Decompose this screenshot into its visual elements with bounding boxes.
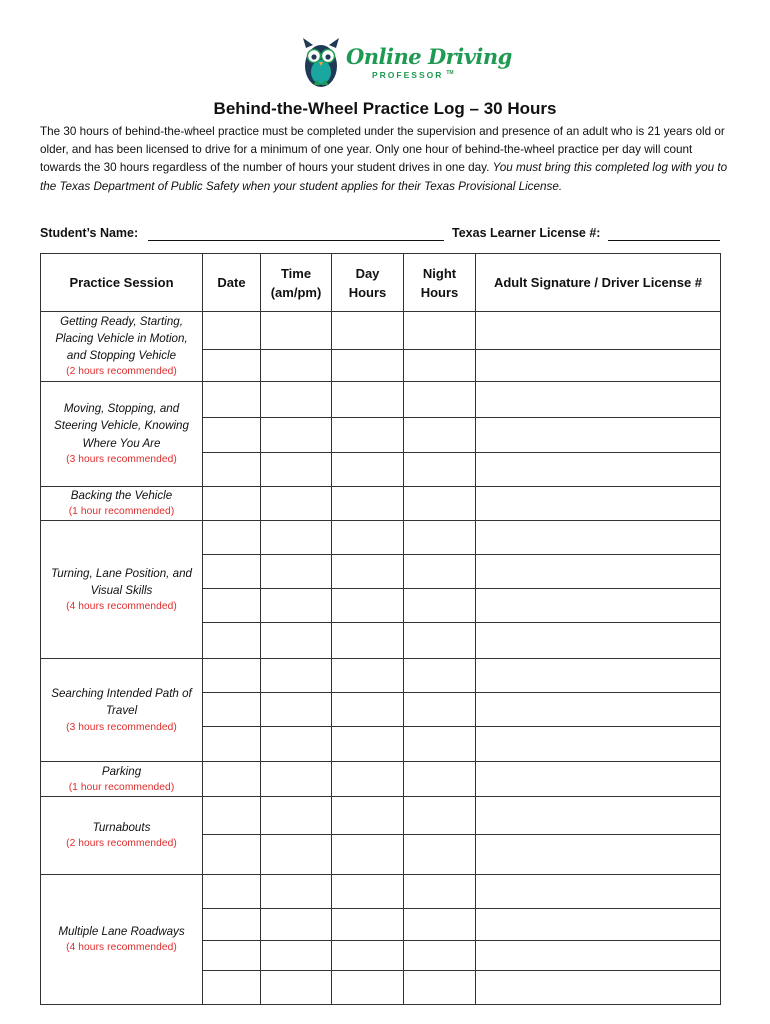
date-cell[interactable] (203, 418, 261, 453)
session-recommendation: (2 hours recommended) (66, 366, 177, 378)
learner-license-line[interactable] (608, 240, 720, 241)
day-hours-cell[interactable] (332, 382, 404, 418)
night-hours-cell[interactable] (404, 762, 476, 797)
session-recommendation: (1 hour recommended) (68, 781, 175, 793)
night-hours-cell[interactable] (404, 418, 476, 453)
session-recommendation: (4 hours recommended) (66, 601, 177, 613)
day-hours-cell[interactable] (332, 693, 404, 727)
day-hours-cell[interactable] (332, 555, 404, 589)
date-cell[interactable] (203, 453, 261, 487)
signature-cell[interactable] (476, 350, 721, 382)
signature-cell[interactable] (476, 875, 721, 909)
signature-cell[interactable] (476, 521, 721, 555)
student-name-line[interactable] (148, 240, 444, 241)
time-cell[interactable] (261, 487, 332, 521)
day-hours-cell[interactable] (332, 875, 404, 909)
time-cell[interactable] (261, 555, 332, 589)
time-cell[interactable] (261, 941, 332, 971)
intro-text: The 30 hours of behind-the-wheel practice must be completed under the supervision and presence of an adult who is 21 years old or older, and has been licensed to drive for a minimum of one year. Only one hour of behind-the-wheel practice per day will count towards the 30 hours regardless of the number of hours your student drives in one day. (40, 125, 725, 175)
day-hours-cell[interactable] (332, 487, 404, 521)
night-hours-cell[interactable] (404, 875, 476, 909)
night-hours-cell[interactable] (404, 659, 476, 693)
header-day-hours: Day Hours (332, 254, 404, 312)
time-cell[interactable] (261, 623, 332, 659)
signature-cell[interactable] (476, 971, 721, 1005)
owl-icon (300, 36, 342, 92)
table-row (41, 875, 721, 909)
practice-session-cell (41, 487, 203, 521)
date-cell[interactable] (203, 382, 261, 418)
signature-cell[interactable] (476, 623, 721, 659)
practice-session-cell (41, 312, 203, 382)
trademark-mark: TM (446, 70, 454, 76)
signature-cell[interactable] (476, 762, 721, 797)
date-cell[interactable] (203, 693, 261, 727)
night-hours-cell[interactable] (404, 487, 476, 521)
header-adult-signature: Adult Signature / Driver License # (476, 254, 721, 312)
day-hours-cell[interactable] (332, 909, 404, 941)
time-cell[interactable] (261, 909, 332, 941)
student-fields (40, 226, 722, 244)
night-hours-cell[interactable] (404, 693, 476, 727)
table-header-row (41, 254, 721, 312)
date-cell[interactable] (203, 909, 261, 941)
day-hours-cell[interactable] (332, 312, 404, 350)
student-name-label: Student’s Name: (40, 226, 139, 240)
session-name: Turnabouts (92, 821, 151, 835)
signature-cell[interactable] (476, 727, 721, 762)
night-hours-cell[interactable] (404, 971, 476, 1005)
time-cell[interactable] (261, 350, 332, 382)
practice-log-table (40, 253, 721, 1005)
date-cell[interactable] (203, 521, 261, 555)
practice-session-cell (41, 762, 203, 797)
signature-cell[interactable] (476, 382, 721, 418)
day-hours-cell[interactable] (332, 350, 404, 382)
night-hours-cell[interactable] (404, 350, 476, 382)
night-hours-cell[interactable] (404, 312, 476, 350)
practice-session-cell (41, 382, 203, 487)
night-hours-cell[interactable] (404, 623, 476, 659)
night-hours-cell[interactable] (404, 453, 476, 487)
night-hours-cell[interactable] (404, 835, 476, 875)
signature-cell[interactable] (476, 941, 721, 971)
session-recommendation: (4 hours recommended) (66, 942, 177, 954)
signature-cell[interactable] (476, 835, 721, 875)
practice-session-cell (41, 521, 203, 659)
header-night-hours: Night Hours (404, 254, 476, 312)
date-cell[interactable] (203, 555, 261, 589)
session-name: Multiple Lane Roadways (58, 925, 185, 939)
time-cell[interactable] (261, 797, 332, 835)
date-cell[interactable] (203, 727, 261, 762)
day-hours-cell[interactable] (332, 589, 404, 623)
header-practice-session: Practice Session (41, 254, 203, 312)
table-row (41, 797, 721, 835)
session-name: Searching Intended Path of Travel (51, 687, 192, 718)
session-name: Parking (101, 764, 142, 778)
night-hours-cell[interactable] (404, 797, 476, 835)
signature-cell[interactable] (476, 487, 721, 521)
time-cell[interactable] (261, 382, 332, 418)
date-cell[interactable] (203, 835, 261, 875)
night-hours-cell[interactable] (404, 589, 476, 623)
practice-session-cell (41, 659, 203, 762)
night-hours-cell[interactable] (404, 521, 476, 555)
time-cell[interactable] (261, 693, 332, 727)
signature-cell[interactable] (476, 453, 721, 487)
date-cell[interactable] (203, 350, 261, 382)
date-cell[interactable] (203, 623, 261, 659)
date-cell[interactable] (203, 762, 261, 797)
date-cell[interactable] (203, 875, 261, 909)
session-name: Moving, Stopping, and Steering Vehicle, Knowing Where You Are (54, 402, 189, 450)
time-cell[interactable] (261, 727, 332, 762)
learner-license-label: Texas Learner License #: (452, 226, 601, 240)
table-row (41, 312, 721, 350)
day-hours-cell[interactable] (332, 835, 404, 875)
night-hours-cell[interactable] (404, 555, 476, 589)
date-cell[interactable] (203, 589, 261, 623)
time-cell[interactable] (261, 589, 332, 623)
session-recommendation: (3 hours recommended) (66, 453, 177, 465)
date-cell[interactable] (203, 312, 261, 350)
day-hours-cell[interactable] (332, 418, 404, 453)
day-hours-cell[interactable] (332, 941, 404, 971)
table-row (41, 487, 721, 521)
signature-cell[interactable] (476, 797, 721, 835)
day-hours-cell[interactable] (332, 727, 404, 762)
practice-session-cell (41, 875, 203, 1005)
date-cell[interactable] (203, 941, 261, 971)
night-hours-cell[interactable] (404, 941, 476, 971)
night-hours-cell[interactable] (404, 909, 476, 941)
table-row (41, 659, 721, 693)
table-row (41, 521, 721, 555)
session-recommendation: (3 hours recommended) (66, 721, 177, 733)
table-row (41, 762, 721, 797)
signature-cell[interactable] (476, 909, 721, 941)
time-cell[interactable] (261, 659, 332, 693)
signature-cell[interactable] (476, 659, 721, 693)
signature-cell[interactable] (476, 418, 721, 453)
session-name: Turning, Lane Position, and Visual Skills (51, 566, 192, 597)
time-cell[interactable] (261, 762, 332, 797)
time-cell[interactable] (261, 971, 332, 1005)
date-cell[interactable] (203, 659, 261, 693)
table-row (41, 382, 721, 418)
session-recommendation: (1 hour recommended) (68, 506, 175, 518)
session-name: Backing the Vehicle (70, 489, 173, 502)
day-hours-cell[interactable] (332, 521, 404, 555)
day-hours-cell[interactable] (332, 762, 404, 797)
day-hours-cell[interactable] (332, 453, 404, 487)
day-hours-cell[interactable] (332, 971, 404, 1005)
time-cell[interactable] (261, 521, 332, 555)
logo-sub-text: PROFESSOR ™ (372, 70, 454, 80)
time-cell[interactable] (261, 875, 332, 909)
time-cell[interactable] (261, 453, 332, 487)
intro-italic-text: You must bring this completed log with you to the Texas Department of Public Safety when your student applies for their Texas Provisional License. (40, 161, 728, 193)
date-cell[interactable] (203, 487, 261, 521)
day-hours-cell[interactable] (332, 623, 404, 659)
day-hours-cell[interactable] (332, 659, 404, 693)
session-recommendation: (2 hours recommended) (66, 838, 177, 850)
date-cell[interactable] (203, 971, 261, 1005)
header-time: Time (am/pm) (261, 254, 332, 312)
time-cell[interactable] (261, 418, 332, 453)
header-date: Date (203, 254, 261, 312)
practice-session-cell (41, 797, 203, 875)
night-hours-cell[interactable] (404, 727, 476, 762)
time-cell[interactable] (261, 312, 332, 350)
intro-paragraph (40, 123, 730, 196)
day-hours-cell[interactable] (332, 797, 404, 835)
session-name: Getting Ready, Starting, Placing Vehicle in Motion, and Stopping Vehicle (55, 314, 188, 363)
page-title: Behind-the-Wheel Practice Log – 30 Hours (213, 99, 557, 118)
signature-cell[interactable] (476, 589, 721, 623)
night-hours-cell[interactable] (404, 382, 476, 418)
time-cell[interactable] (261, 835, 332, 875)
logo-brand-text: Online Driving (346, 44, 512, 69)
signature-cell[interactable] (476, 555, 721, 589)
signature-cell[interactable] (476, 312, 721, 350)
logo (300, 36, 512, 92)
date-cell[interactable] (203, 797, 261, 835)
signature-cell[interactable] (476, 693, 721, 727)
